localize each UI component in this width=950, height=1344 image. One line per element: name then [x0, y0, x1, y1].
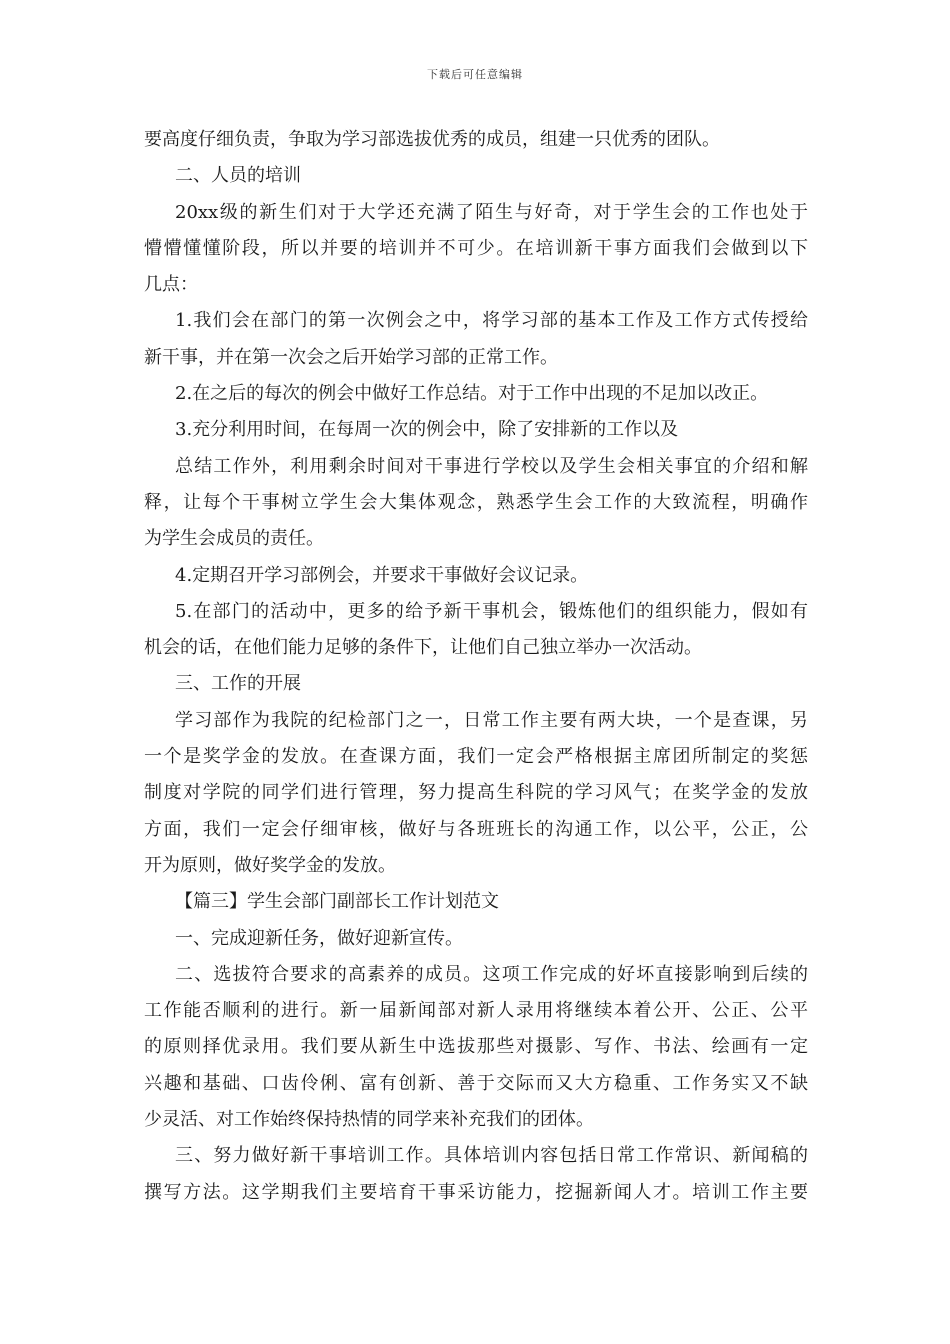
- text-line: 5.在部门的活动中，更多的给予新干事机会，锻炼他们的组织能力，假如有: [175, 600, 808, 622]
- text-line: 三、努力做好新干事培训工作。具体培训内容包括日常工作常识、新闻稿的: [175, 1145, 808, 1167]
- document-body: [144, 122, 808, 1211]
- text-line: 释，让每个干事树立学生会大集体观念，熟悉学生会工作的大致流程，明确作: [144, 491, 808, 513]
- text-line: 的原则择优录用。我们要从新生中选拔那些对摄影、写作、书法、绘画有一定: [144, 1036, 808, 1058]
- text-line: 【篇三】学生会部门副部长工作计划范文: [175, 891, 499, 913]
- page-header: 下载后可任意编辑: [427, 68, 523, 81]
- text-line: 机会的话，在他们能力足够的条件下，让他们自己独立举办一次活动。: [144, 637, 702, 659]
- text-line: 制度对学院的同学们进行管理，努力提高生科院的学习风气；在奖学金的发放: [144, 782, 808, 804]
- text-line: 新干事，并在第一次会之后开始学习部的正常工作。: [144, 346, 558, 368]
- text-line: 二、人员的培训: [175, 165, 301, 187]
- text-line: 方面，我们一定会仔细审核，做好与各班班长的沟通工作，以公平，公正，公: [144, 818, 808, 840]
- text-line: 要高度仔细负责，争取为学习部选拔优秀的成员，组建一只优秀的团队。: [144, 129, 720, 150]
- text-line: 懵懵懂懂阶段，所以并要的培训并不可少。在培训新干事方面我们会做到以下: [144, 237, 808, 259]
- text-line: 20xx级的新生们对于大学还充满了陌生与好奇，对于学生会的工作也处于: [175, 201, 808, 223]
- text-line: 一个是奖学金的发放。在查课方面，我们一定会严格根据主席团所制定的奖惩: [144, 746, 808, 768]
- text-line: 几点：: [144, 274, 198, 296]
- text-line: 3.充分利用时间，在每周一次的例会中，除了安排新的工作以及: [175, 419, 679, 441]
- text-line: 兴趣和基础、口齿伶俐、富有创新、善于交际而又大方稳重、工作务实又不缺: [144, 1072, 808, 1094]
- text-line: 三、工作的开展: [175, 673, 301, 695]
- text-line: 1.我们会在部门的第一次例会之中，将学习部的基本工作及工作方式传授给: [175, 310, 808, 332]
- text-line: 为学生会成员的责任。: [144, 528, 324, 550]
- text-line: 2.在之后的每次的例会中做好工作总结。对于工作中出现的不足加以改正。: [175, 383, 769, 405]
- text-line: 工作能否顺利的进行。新一届新闻部对新人录用将继续本着公开、公正、公平: [144, 1000, 808, 1022]
- text-line: 开为原则，做好奖学金的发放。: [144, 854, 396, 876]
- text-line: 4.定期召开学习部例会，并要求干事做好会议记录。: [175, 564, 589, 586]
- text-line: 二、选拔符合要求的高素养的成员。这项工作完成的好坏直接影响到后续的: [175, 963, 808, 985]
- text-line: 总结工作外，利用剩余时间对干事进行学校以及学生会相关事宜的介绍和解: [175, 455, 808, 477]
- text-line: 撰写方法。这学期我们主要培育干事采访能力，挖掘新闻人才。培训工作主要: [144, 1181, 808, 1203]
- text-line: 少灵活、对工作始终保持热情的同学来补充我们的团体。: [144, 1109, 594, 1131]
- text-line: 学习部作为我院的纪检部门之一，日常工作主要有两大块，一个是查课，另: [175, 709, 808, 731]
- text-line: 一、完成迎新任务，做好迎新宣传。: [175, 927, 463, 949]
